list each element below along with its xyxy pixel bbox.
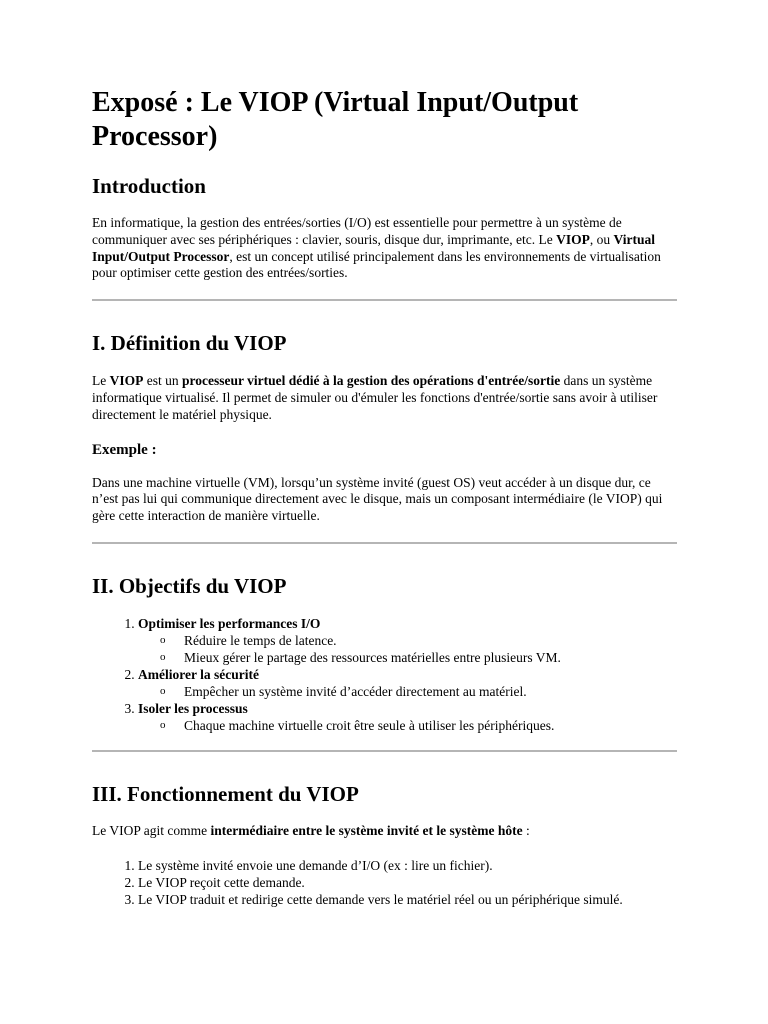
intro-paragraph [92, 215, 677, 282]
definition-key-phrase-bold: processeur virtuel dédié à la gestion des opérations d'entrée/sortie [182, 373, 561, 389]
sub-item [160, 717, 677, 734]
functioning-key-phrase-bold: intermédiaire entre le système invité et le système hôte [210, 822, 523, 838]
divider [92, 299, 677, 301]
circle-bullet-icon: o [160, 650, 166, 663]
sub-item [160, 649, 677, 666]
intro-heading: Introduction [92, 174, 206, 198]
intro-text: En informatique, la gestion des entrées/sorties (I/O) est essentielle pour permettre à un système de communiquer avec ses périphériques : clavier, souris, disque dur, imprimante, etc. [92, 215, 622, 247]
functioning-heading: III. Fonctionnement du VIOP [92, 781, 359, 806]
objectives-heading: II. Objectifs du VIOP [92, 573, 287, 598]
objective-item [138, 615, 677, 666]
objective-item [138, 666, 677, 700]
definition-text-a: Le [92, 373, 110, 389]
step-item: 1. Le système invité envoie une demande d’I/O (ex : lire un fichier). [138, 857, 677, 874]
definition-text-c: est un [143, 373, 182, 389]
sub-item [160, 632, 677, 649]
sub-item-text: Empêcher un système invité d’accéder directement au matériel. [184, 683, 527, 699]
intro-text-2a: Le [538, 231, 557, 247]
definition-heading: I. Définition du VIOP [92, 331, 287, 356]
objectives-list [92, 615, 677, 734]
divider [92, 542, 677, 544]
functioning-text-a: Le VIOP agit comme [92, 822, 211, 838]
objective-label: Optimiser les performances I/O [138, 615, 321, 631]
functioning-paragraph [92, 823, 677, 840]
sub-item-text: Réduire le temps de latence. [184, 632, 337, 648]
objective-label: Améliorer la sécurité [138, 666, 259, 682]
circle-bullet-icon: o [160, 633, 166, 646]
example-paragraph: Dans une machine virtuelle (VM), lorsqu’un système invité (guest OS) veut accéder à un disque dur, ce n’est pas lui qui communique directement avec le disque, mais un composant intermédiaire (le VIOP) qui gère cette interaction de manière virtuelle. [92, 474, 663, 524]
objective-sublist [138, 632, 677, 666]
objective-sublist [138, 717, 677, 734]
divider [92, 750, 677, 752]
sub-item-text: Mieux gérer le partage des ressources matérielles entre plusieurs VM. [184, 649, 561, 665]
objective-item [138, 700, 677, 734]
circle-bullet-icon: o [160, 684, 166, 697]
objective-label: Isoler les processus [138, 700, 248, 716]
intro-viop-bold: VIOP [556, 231, 590, 247]
example-heading: Exemple : [92, 441, 157, 458]
objective-sublist [138, 683, 677, 700]
step-item: 3. Le VIOP traduit et redirige cette demande vers le matériel réel ou un périphérique simulé. [138, 891, 677, 908]
intro-text-2c: , ou [589, 231, 614, 247]
step-item: 2. Le VIOP reçoit cette demande. [138, 874, 677, 891]
sub-item [160, 683, 677, 700]
definition-text-e: dans un système informatique virtualisé. Il permet de simuler ou d'émuler les fonctions d'entrée/sortie sans avoir à utiliser directement le matériel physique. [92, 373, 658, 422]
intro-full-name-bold: Virtual Input/Output Processor [92, 231, 656, 264]
functioning-text-c: : [522, 822, 530, 838]
circle-bullet-icon: o [160, 718, 166, 731]
intro-text-2e: , est un concept utilisé principalement dans les environnements de virtualisation pour optimiser cette gestion des entrées/sorties. [92, 248, 661, 281]
document-title: Exposé : Le VIOP (Virtual Input/Output Processor) [92, 87, 579, 152]
definition-viop-bold: VIOP [109, 373, 144, 389]
document-content [92, 86, 677, 908]
sub-item-text: Chaque machine virtuelle croit être seule à utiliser les périphériques. [184, 717, 555, 733]
definition-paragraph [92, 373, 677, 423]
functioning-steps-list [92, 857, 677, 908]
